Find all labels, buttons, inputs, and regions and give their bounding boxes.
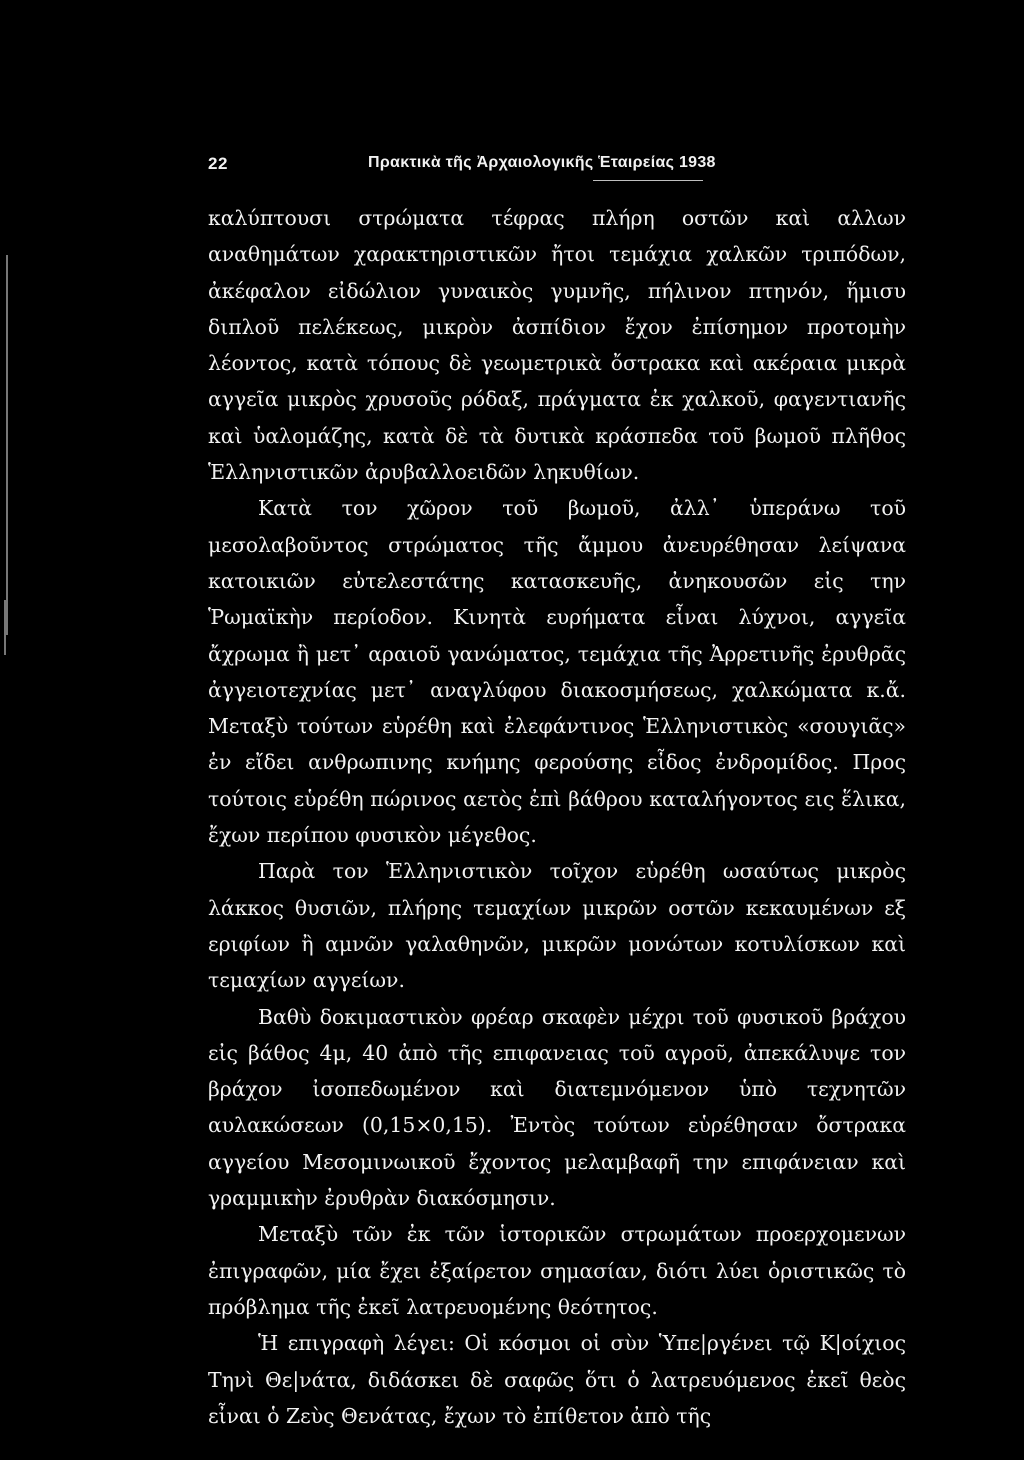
paragraph-5: Μεταξὺ τῶν ἐκ τῶν ἱστορικῶν στρωμάτων προερχομενων ἐπιγραφῶν, μία ἔχει ἐξαίρετον σημασίαν, διότι λύει ὁριστικῶς τὸ πρόβλημα τῆς ἐκεῖ λατρευομένης θεότητος. xyxy=(208,1222,906,1319)
running-title: Πρακτικὰ τῆς Ἀρχαιολογικῆς Ἑταιρείας 1938 xyxy=(368,154,716,171)
paragraph-6: Ἡ επιγραφὴ λέγει: Οἱ κόσμοι οἱ σὺν Ὑπε|ργένει τῷ Κ|οίχιος Τηνὶ Θε|νάτα, διδάσκει δὲ σαφῶς ὅτι ὁ λατρευόμενος ἐκεῖ θεὸς εἶναι ὁ Ζεὺς Θενάτας, ἔχων τὸ ἐπίθετον ἀπὸ τῆς xyxy=(208,1331,906,1428)
page-number: 22 xyxy=(208,154,228,173)
paragraph-4: Βαθὺ δοκιμαστικὸν φρέαρ σκαφὲν μέχρι τοῦ φυσικοῦ βράχου εἰς βάθος 4μ, 40 ἀπὸ τῆς επιφανειας τοῦ αγροῦ, ἀπεκάλυψε τον βράχον ἰσοπεδωμένον καὶ διατεμνόμενον ὑπὸ τεχνητῶν αυλακώσεων (0,15×0,15). Ἐντὸς τούτων εὑρέθησαν ὄστρακα αγγείου Μεσομινωικοῦ ἔχοντος μελαμβαφῆ την επιφάνειαν καὶ γραμμικὴν ἐρυθρὰν διακόσμησιν. xyxy=(208,1004,906,1211)
running-header xyxy=(208,150,908,180)
paragraph-2: Κατὰ τον χῶρον τοῦ βωμοῦ, ἀλλ᾿ ὑπεράνω τοῦ μεσολαβοῦντος στρώματος τῆς ἄμμου ἀνευρέθησαν λείψανα κατοικιῶν εὐτελεστάτης κατασκευῆς, ἀνηκουσῶν εἰς την Ῥωμαϊκὴν περίοδον. Κινητὰ ευρήματα εἶναι λύχνοι, αγγεῖα ἄχρωμα ἢ μετ᾿ αραιοῦ γανώματος, τεμάχια τῆς Ἀρρετινῆς ἐρυθρᾶς ἀγγειοτεχνίας μετ᾿ αναγλύφου διακοσμήσεως, χαλκώματα κ.ἄ. Μεταξὺ τούτων εὑρέθη καὶ ἐλεφάντινος Ἑλληνιστικὸς «σουγιᾶς» ἐν εἴδει ανθρωπινης κνήμης φερούσης εἶδος ἐνδρομίδος. Προς τούτοις εὑρέθη πώρινος αετὸς ἐπὶ βάθρου καταλήγοντος εις ἕλικα, ἔχων περίπου φυσικὸν μέγεθος. xyxy=(208,496,906,848)
scan-edge-mark xyxy=(4,600,6,655)
body-text xyxy=(208,200,906,1434)
scan-edge-mark xyxy=(6,255,8,635)
paragraph-1: καλύπτουσι στρώματα τέφρας πλήρη οστῶν καὶ αλλων αναθημάτων χαρακτηριστικῶν ἤτοι τεμάχια χαλκῶν τριπόδων, ἀκέφαλον εἰδώλιον γυναικὸς γυμνῆς, πήλινον πτηνόν, ἥμισυ διπλοῦ πελέκεως, μικρὸν ἀσπίδιον ἔχον ἐπίσημον προτομὴν λέοντος, κατὰ τόπους δὲ γεωμετρικὰ ὄστρακα καὶ ακέραια μικρὰ αγγεῖα μικρὸς χρυσοῦς ρόδαξ, πράγματα ἐκ χαλκοῦ, φαγεντιανῆς καὶ ὑαλομάζης, κατὰ δὲ τὰ δυτικὰ κράσπεδα τοῦ βωμοῦ πλῆθος Ἑλληνιστικῶν ἀρυβαλλοειδῶν ληκυθίων. xyxy=(208,206,906,485)
paragraph-3: Παρὰ τον Ἑλληνιστικὸν τοῖχον εὑρέθη ωσαύτως μικρὸς λάκκος θυσιῶν, πλήρης τεμαχίων μικρῶν οστῶν κεκαυμένων εξ εριφίων ἢ αμνῶν γαλαθηνῶν, μικρῶν μονώτων κοτυλίσκων καὶ τεμαχίων αγγείων. xyxy=(208,859,906,993)
header-rule xyxy=(593,180,703,181)
